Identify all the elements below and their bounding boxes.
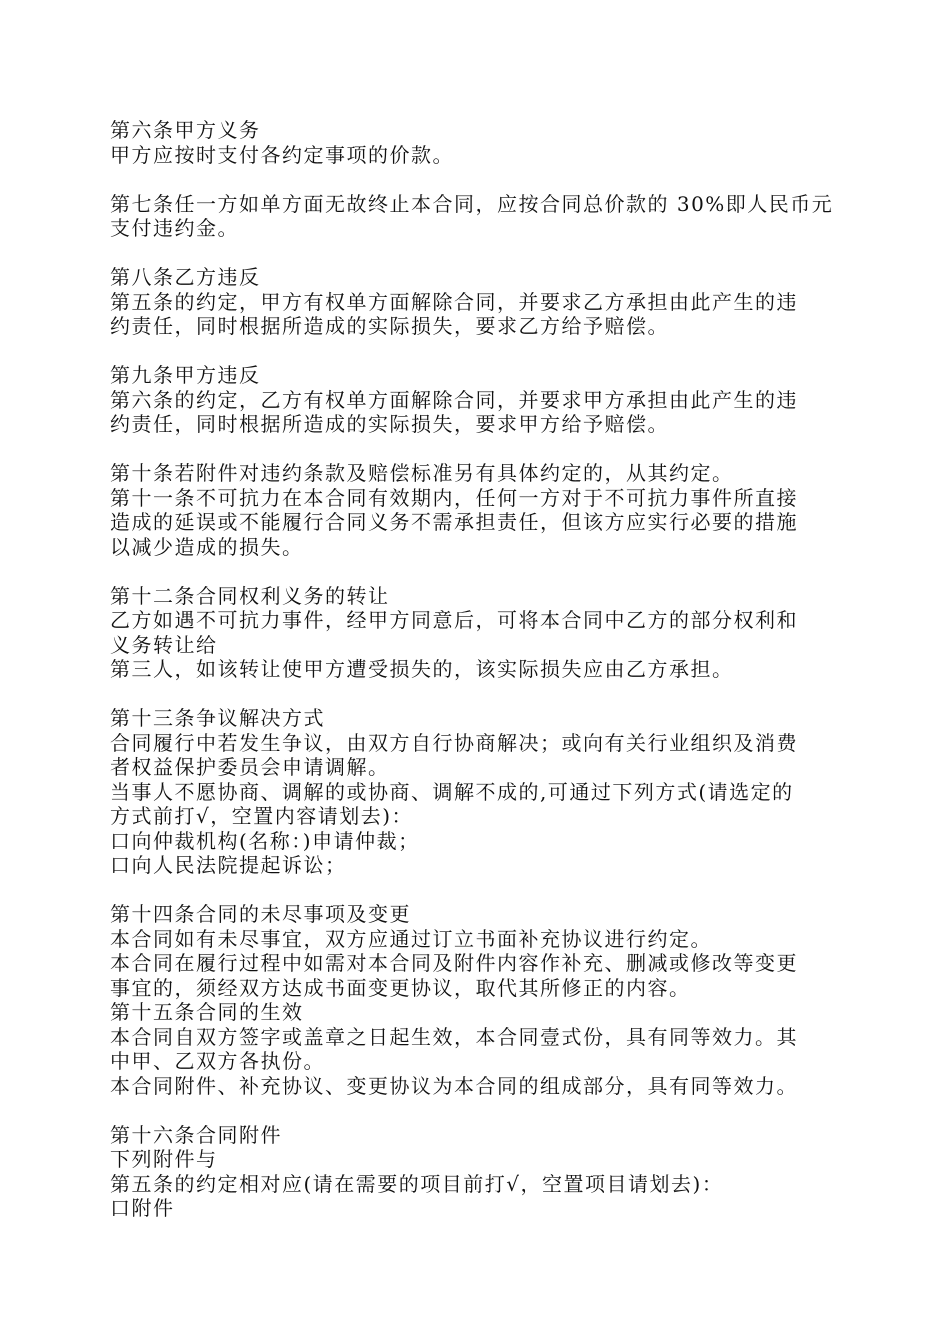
article-11-text-line-2: 造成的延误或不能履行合同义务不需承担责任，但该方应实行必要的措施 <box>110 510 798 534</box>
article-16-text-line-2: 第五条的约定相对应(请在需要的项目前打√，空置项目请划去)： <box>110 1171 724 1196</box>
article-9-text-line-2: 约责任，同时根据所造成的实际损失，要求甲方给予赔偿。 <box>110 412 669 436</box>
article-9-text-line-1: 第六条的约定，乙方有权单方面解除合同，并要求甲方承担由此产生的违 <box>110 387 798 412</box>
document-page <box>110 118 845 1221</box>
article-13-text-line-3: 当事人不愿协商、调解的或协商、调解不成的,可通过下列方式(请选定的 <box>110 779 794 804</box>
article-7-section <box>110 192 845 241</box>
article-6-section <box>110 118 845 167</box>
article-8-text-line-2: 约责任，同时根据所造成的实际损失，要求乙方给予赔偿。 <box>110 314 669 338</box>
article-10-text: 第十条若附件对违约条款及赔偿标准另有具体约定的，从其约定。 <box>110 461 734 485</box>
article-13-text-line-1: 合同履行中若发生争议，由双方自行协商解决；或向有关行业组织及消费 <box>110 730 798 755</box>
article-11-text-line-1: 第十一条不可抗力在本合同有效期内，任何一方对于不可抗力事件所直接 <box>110 485 798 510</box>
article-14-text-line-1: 本合同如有未尽事宜，双方应通过订立书面补充协议进行约定。 <box>110 926 712 951</box>
article-7-text-line-1: 第七条任一方如单方面无故终止本合同，应按合同总价款的 30%即人民币元 <box>110 191 834 216</box>
attachment-option: 口附件 <box>110 1196 175 1220</box>
article-11-text-line-3: 以减少造成的损失。 <box>110 534 304 559</box>
article-12-text-line-3: 第三人，如该转让使甲方遭受损失的，该实际损失应由乙方承担。 <box>110 657 734 681</box>
article-14-heading: 第十四条合同的未尽事项及变更 <box>110 902 411 926</box>
arbitration-option: 口向仲裁机构(名称：)申请仲裁； <box>110 828 420 853</box>
article-15-heading: 第十五条合同的生效 <box>110 1000 304 1024</box>
articles-10-11-section <box>110 461 845 559</box>
article-12-heading: 第十二条合同权利义务的转让 <box>110 583 390 608</box>
article-16-section <box>110 1123 845 1221</box>
article-6-text: 甲方应按时支付各约定事项的价款。 <box>110 142 454 167</box>
article-9-heading: 第九条甲方违反 <box>110 363 261 387</box>
article-13-text-line-4: 方式前打√，空置内容请划去)： <box>110 804 414 828</box>
article-14-text-line-2: 本合同在履行过程中如需对本合同及附件内容作补充、删减或修改等变更 <box>110 951 798 975</box>
article-13-heading: 第十三条争议解决方式 <box>110 706 325 730</box>
article-16-text-line-1: 下列附件与 <box>110 1147 218 1171</box>
article-8-text-line-1: 第五条的约定，甲方有权单方面解除合同，并要求乙方承担由此产生的违 <box>110 289 798 314</box>
article-15-text-line-3: 本合同附件、补充协议、变更协议为本合同的组成部分，具有同等效力。 <box>110 1073 798 1098</box>
article-13-section <box>110 706 845 878</box>
article-15-text-line-2: 中甲、乙双方各执份。 <box>110 1049 325 1073</box>
article-8-heading: 第八条乙方违反 <box>110 265 261 289</box>
article-6-heading: 第六条甲方义务 <box>110 118 261 142</box>
article-7-text-line-2: 支付违约金。 <box>110 216 239 240</box>
article-12-text-line-1: 乙方如遇不可抗力事件，经甲方同意后，可将本合同中乙方的部分权利和 <box>110 608 798 632</box>
article-14-text-line-3: 事宜的，须经双方达成书面变更协议，取代其所修正的内容。 <box>110 975 691 1000</box>
article-8-section <box>110 265 845 339</box>
article-9-section <box>110 363 845 437</box>
article-12-text-line-2: 义务转让给 <box>110 632 218 657</box>
article-16-heading: 第十六条合同附件 <box>110 1122 282 1147</box>
article-13-text-line-2: 者权益保护委员会申请调解。 <box>110 755 390 779</box>
article-15-text-line-1: 本合同自双方签字或盖章之日起生效，本合同壹式份，具有同等效力。其 <box>110 1024 798 1049</box>
article-12-section <box>110 584 845 682</box>
articles-14-15-section <box>110 902 845 1098</box>
court-option: 口向人民法院提起诉讼； <box>110 853 347 877</box>
